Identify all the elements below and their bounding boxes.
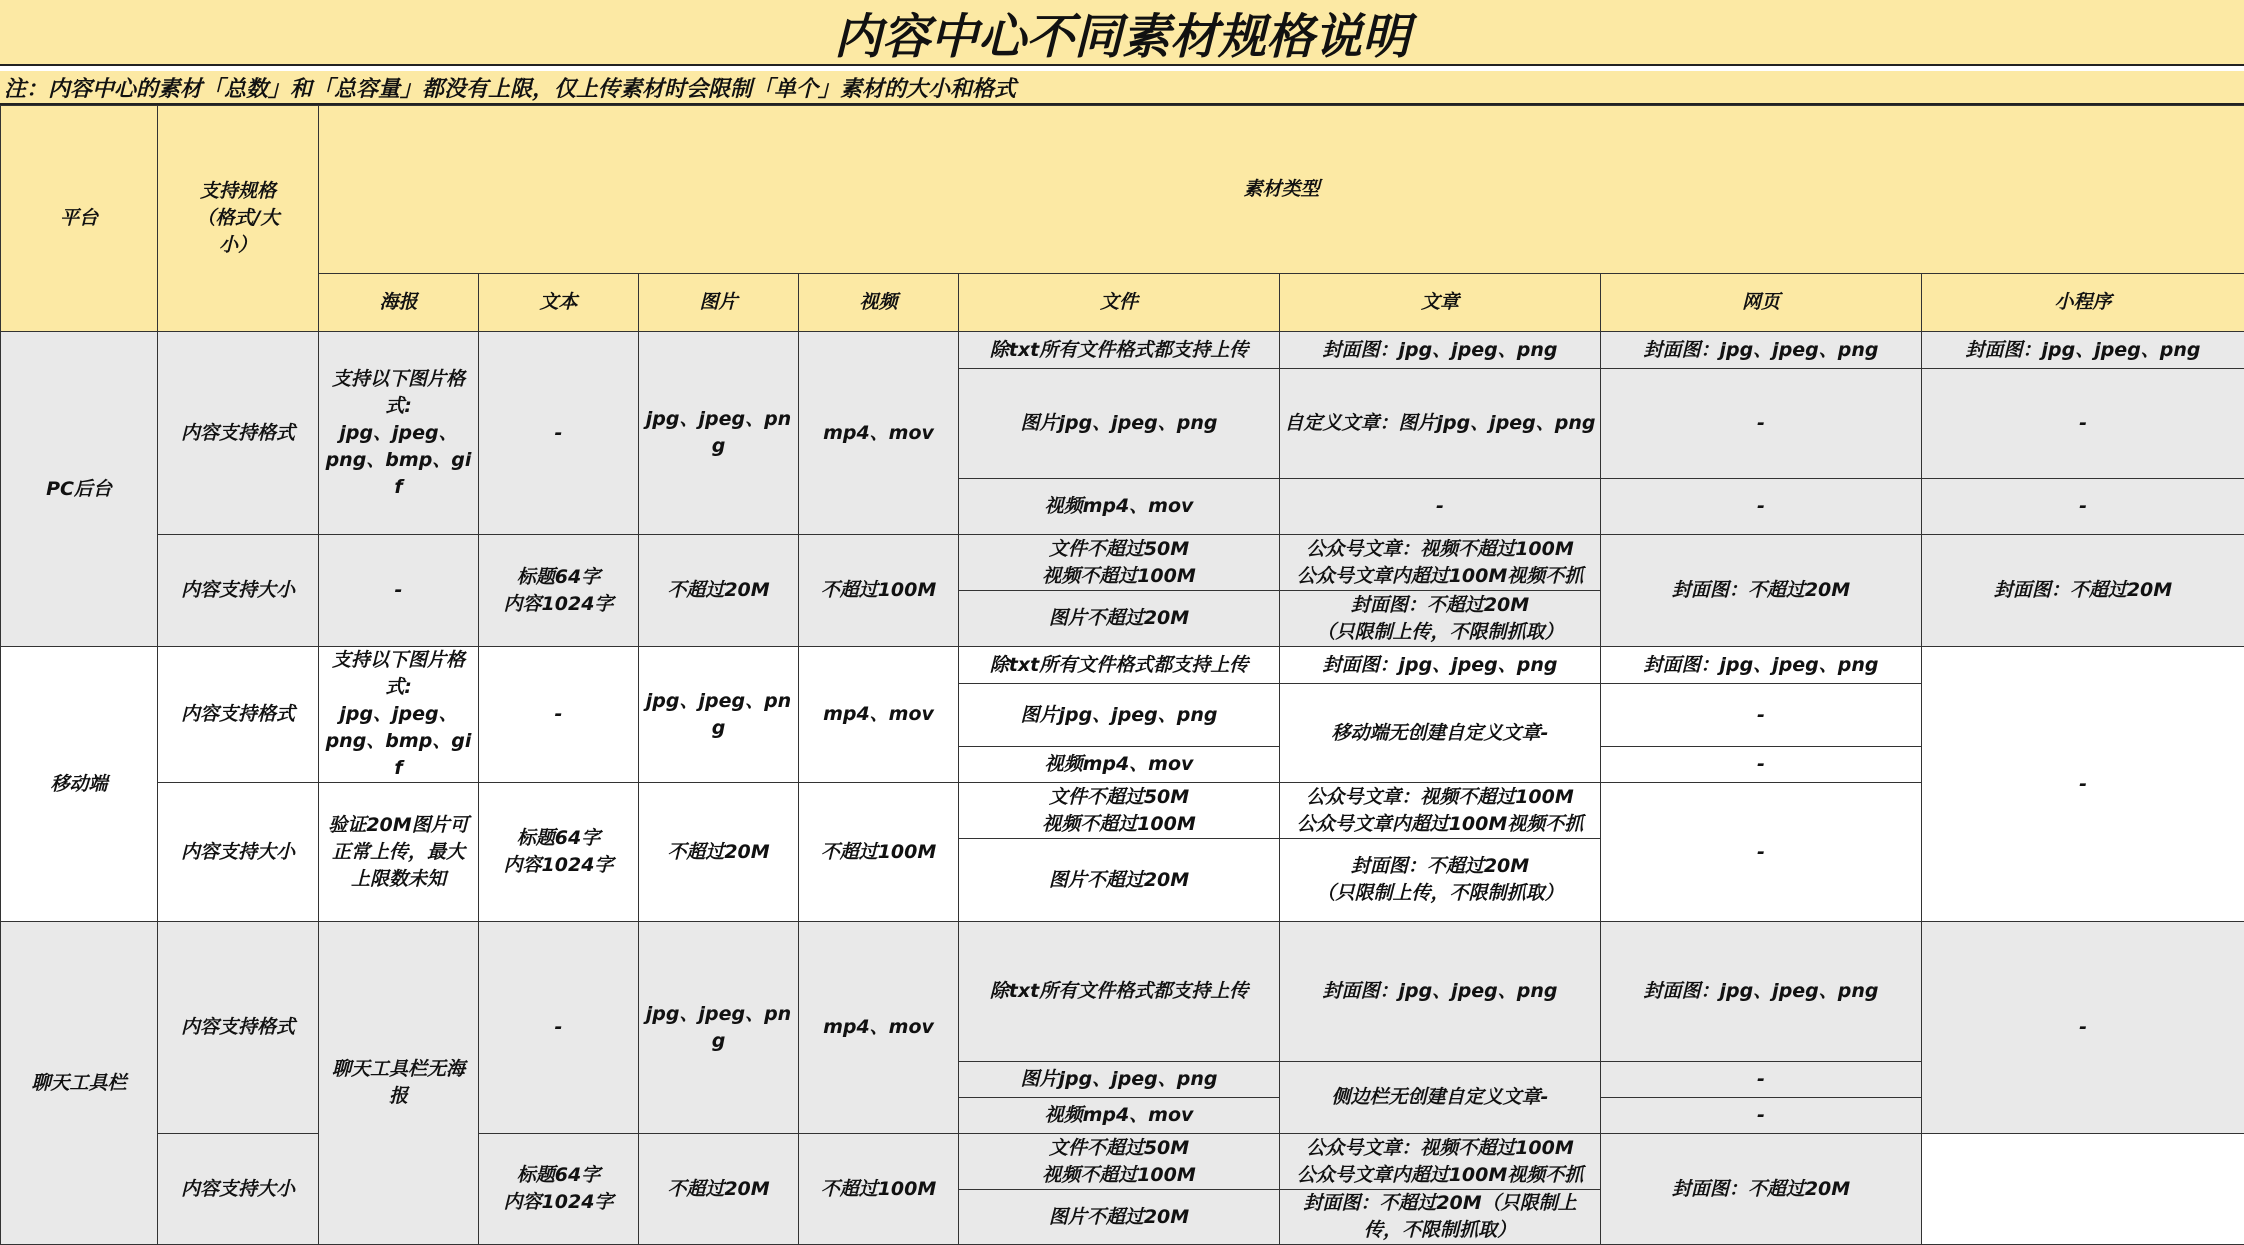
mobile-size-video: 不超过100M: [799, 783, 959, 922]
platform-pc: PC后台: [1, 332, 158, 647]
pc-size-text: 标题64字 内容1024字: [479, 535, 639, 647]
mobile-format-article-2: 移动端无创建自定义文章-: [1280, 684, 1601, 783]
pc-format-mini-3: -: [1922, 479, 2244, 535]
mobile-format-file-1: 除txt所有文件格式都支持上传: [959, 647, 1280, 684]
column-header-webpage: 网页: [1601, 274, 1922, 332]
chat-poster: 聊天工具栏无海 报: [319, 922, 479, 1245]
pc-format-file-3: 视频mp4、mov: [959, 479, 1280, 535]
mobile-size-text: 标题64字 内容1024字: [479, 783, 639, 922]
platform-mobile: 移动端: [1, 647, 158, 922]
chat-format-text: -: [479, 922, 639, 1134]
mobile-format-web-3: -: [1601, 747, 1922, 783]
mobile-format-text: -: [479, 647, 639, 783]
header-platform: 平台: [1, 106, 158, 332]
pc-format-web-3: -: [1601, 479, 1922, 535]
pc-format-article-2: 自定义文章：图片jpg、jpeg、png: [1280, 369, 1601, 479]
pc-format-mini-2: -: [1922, 369, 2244, 479]
pc-size-article-2: 封面图：不超过20M （只限制上传，不限制抓取）: [1280, 591, 1601, 647]
pc-size-article-1: 公众号文章：视频不超过100M 公众号文章内超过100M视频不抓: [1280, 535, 1601, 591]
pc-size-mini: 封面图：不超过20M: [1922, 535, 2244, 647]
pc-format-file-2: 图片jpg、jpeg、png: [959, 369, 1280, 479]
mobile-format-image: jpg、jpeg、png: [639, 647, 799, 783]
chat-size-article-2: 封面图：不超过20M（只限制上 传，不限制抓取）: [1280, 1190, 1601, 1245]
pc-size-web: 封面图：不超过20M: [1601, 535, 1922, 647]
chat-format-web-3: -: [1601, 1098, 1922, 1134]
mobile-format-label: 内容支持格式: [158, 647, 319, 783]
chat-size-article-1: 公众号文章：视频不超过100M 公众号文章内超过100M视频不抓: [1280, 1134, 1601, 1190]
pc-format-file-1: 除txt所有文件格式都支持上传: [959, 332, 1280, 369]
chat-format-article-1: 封面图：jpg、jpeg、png: [1280, 922, 1601, 1062]
column-header-text: 文本: [479, 274, 639, 332]
chat-format-image: jpg、jpeg、png: [639, 922, 799, 1134]
pc-size-poster: -: [319, 535, 479, 647]
platform-chat-toolbar: 聊天工具栏: [1, 922, 158, 1245]
pc-format-image: jpg、jpeg、png: [639, 332, 799, 535]
chat-size-text: 标题64字 内容1024字: [479, 1134, 639, 1245]
pc-format-label: 内容支持格式: [158, 332, 319, 535]
spec-table: [0, 105, 2244, 1245]
chat-format-video: mp4、mov: [799, 922, 959, 1134]
chat-size-file-2: 图片不超过20M: [959, 1190, 1280, 1245]
pc-format-web-2: -: [1601, 369, 1922, 479]
mobile-size-label: 内容支持大小: [158, 783, 319, 922]
chat-size-label: 内容支持大小: [158, 1134, 319, 1245]
mobile-format-web-1: 封面图：jpg、jpeg、png: [1601, 647, 1922, 684]
header-spec: 支持规格 （格式/大 小）: [158, 106, 319, 332]
chat-format-file-3: 视频mp4、mov: [959, 1098, 1280, 1134]
pc-size-file-2: 图片不超过20M: [959, 591, 1280, 647]
chat-format-web-2: -: [1601, 1062, 1922, 1098]
chat-format-article-2: 侧边栏无创建自定义文章-: [1280, 1062, 1601, 1134]
chat-size-video: 不超过100M: [799, 1134, 959, 1245]
pc-format-poster: 支持以下图片格 式: jpg、jpeg、 png、bmp、gif: [319, 332, 479, 535]
chat-size-file-1: 文件不超过50M 视频不超过100M: [959, 1134, 1280, 1190]
chat-mini-size-blank: [1922, 1134, 2244, 1245]
column-header-video: 视频: [799, 274, 959, 332]
mobile-size-poster: 验证20M图片可 正常上传，最大 上限数未知: [319, 783, 479, 922]
mobile-size-file-1: 文件不超过50M 视频不超过100M: [959, 783, 1280, 839]
mobile-size-image: 不超过20M: [639, 783, 799, 922]
column-header-image: 图片: [639, 274, 799, 332]
column-header-article: 文章: [1280, 274, 1601, 332]
chat-format-web-1: 封面图：jpg、jpeg、png: [1601, 922, 1922, 1062]
note-row: 注：内容中心的素材「总数」和「总容量」都没有上限，仅上传素材时会限制「单个」素材的大小和格式: [0, 71, 2244, 105]
mobile-size-web: -: [1601, 783, 1922, 922]
mobile-size-article-2: 封面图：不超过20M （只限制上传，不限制抓取）: [1280, 839, 1601, 922]
mobile-format-file-3: 视频mp4、mov: [959, 747, 1280, 783]
pc-size-label: 内容支持大小: [158, 535, 319, 647]
pc-format-video: mp4、mov: [799, 332, 959, 535]
pc-size-video: 不超过100M: [799, 535, 959, 647]
mobile-size-article-1: 公众号文章：视频不超过100M 公众号文章内超过100M视频不抓: [1280, 783, 1601, 839]
mobile-format-file-2: 图片jpg、jpeg、png: [959, 684, 1280, 747]
column-header-poster: 海报: [319, 274, 479, 332]
pc-format-article-3: -: [1280, 479, 1601, 535]
pc-format-mini-1: 封面图：jpg、jpeg、png: [1922, 332, 2244, 369]
mobile-size-file-2: 图片不超过20M: [959, 839, 1280, 922]
mobile-format-web-2: -: [1601, 684, 1922, 747]
mobile-format-video: mp4、mov: [799, 647, 959, 783]
chat-format-label: 内容支持格式: [158, 922, 319, 1134]
column-header-miniprogram: 小程序: [1922, 274, 2244, 332]
header-material-type: 素材类型: [319, 106, 2244, 274]
pc-format-text: -: [479, 332, 639, 535]
chat-size-image: 不超过20M: [639, 1134, 799, 1245]
chat-size-web: 封面图：不超过20M: [1601, 1134, 1922, 1245]
mobile-miniprogram: -: [1922, 647, 2244, 922]
pc-format-article-1: 封面图：jpg、jpeg、png: [1280, 332, 1601, 369]
pc-format-web-1: 封面图：jpg、jpeg、png: [1601, 332, 1922, 369]
column-header-file: 文件: [959, 274, 1280, 332]
chat-format-file-1: 除txt所有文件格式都支持上传: [959, 922, 1280, 1062]
page-title: 内容中心不同素材规格说明: [0, 0, 2244, 66]
chat-miniprogram: -: [1922, 922, 2244, 1134]
pc-size-file-1: 文件不超过50M 视频不超过100M: [959, 535, 1280, 591]
pc-size-image: 不超过20M: [639, 535, 799, 647]
mobile-format-poster: 支持以下图片格 式: jpg、jpeg、 png、bmp、gif: [319, 647, 479, 783]
chat-format-file-2: 图片jpg、jpeg、png: [959, 1062, 1280, 1098]
mobile-format-article-1: 封面图：jpg、jpeg、png: [1280, 647, 1601, 684]
